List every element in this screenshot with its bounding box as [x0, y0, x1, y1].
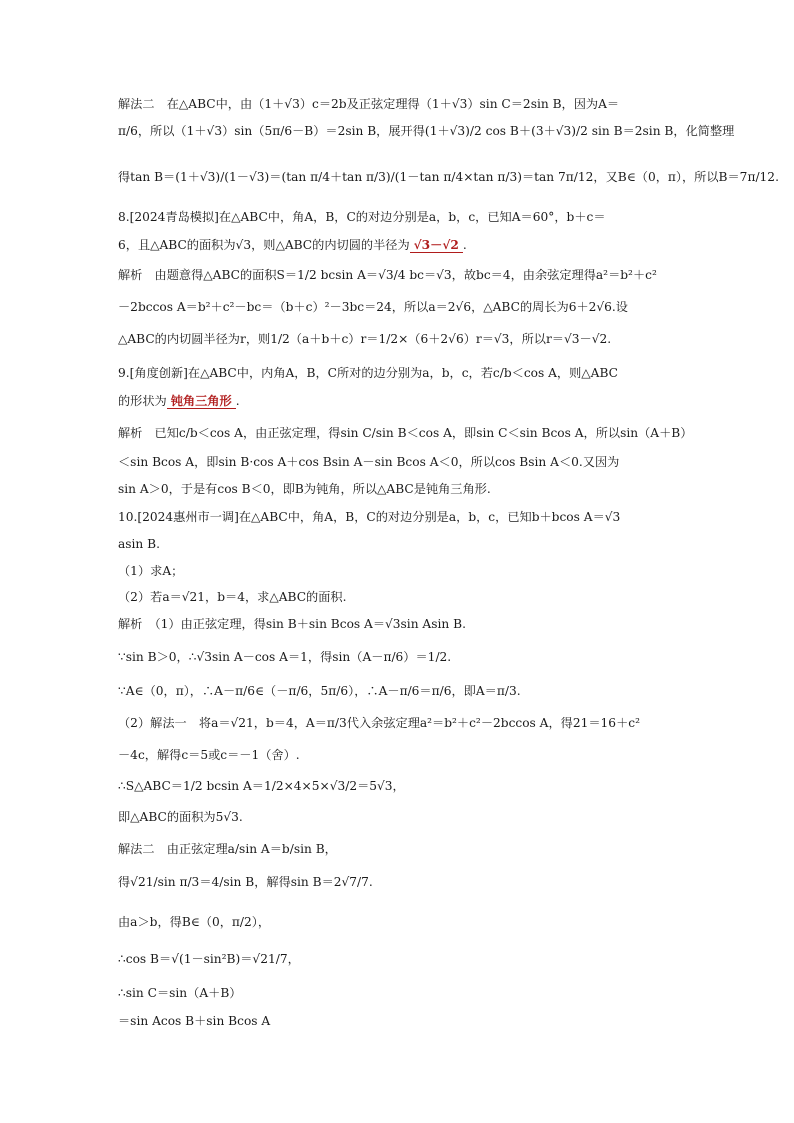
q10-solution-line-3: ∵A∈（0，π），∴A－π/6∈（－π/6，5π/6），∴A－π/6＝π/6，即A＝π/3. — [118, 684, 521, 698]
q10-solution-line-9: 得√21/sin π/3＝4/sin B，解得sin B＝2√7/7. — [118, 875, 373, 889]
q8-solution-line-3: △ABC的内切圆半径为r，则1/2（a＋b＋c）r＝1/2×（6＋2√6）r＝√3，所以r＝√3－√2. — [118, 332, 612, 346]
q8-text: 6，且△ABC的面积为√3，则△ABC的内切圆的半径为 — [118, 238, 410, 252]
q10-solution-line-4: （2）解法一 将a＝√21，b＝4，A＝π/3代入余弦定理a²＝b²＋c²－2bccos A，得21＝16＋c² — [118, 716, 640, 730]
solution2-line-2: π/6，所以（1＋√3）sin（5π/6－B）＝2sin B，展开得(1＋√3)/2 cos B＋(3＋√3)/2 sin B＝2sin B，化简整理 — [118, 124, 735, 138]
q10-solution-line-10: 由a＞b，得B∈（0，π/2）， — [118, 915, 271, 929]
q10-solution-line-8: 解法二 由正弦定理a/sin A＝b/sin B， — [118, 842, 337, 856]
q10-solution-line-1: 解析 （1）由正弦定理，得sin B＋sin Bcos A＝√3sin Asin B. — [118, 617, 466, 631]
q8-line-1: 8.[2024青岛模拟]在△ABC中，角A，B，C的对边分别是a，b，c，已知A＝60°，b＋c＝ — [118, 210, 606, 224]
q9-answer: 钝角三角形 — [167, 394, 236, 409]
q10-part2: （2）若a＝√21，b＝4，求△ABC的面积. — [118, 590, 347, 604]
q8-solution-line-1: 解析 由题意得△ABC的面积S＝1/2 bcsin A＝√3/4 bc＝√3，故bc＝4，由余弦定理得a²＝b²＋c² — [118, 268, 657, 282]
q10-solution-line-13: ＝sin Acos B＋sin Bcos A — [118, 1014, 271, 1028]
q9-text: 的形状为 — [118, 394, 167, 408]
q9-line-2: 的形状为 钝角三角形 . — [118, 394, 240, 408]
q9-solution-line-2: ＜sin Bcos A，即sin B·cos A＋cos Bsin A－sin Bcos A＜0，所以cos Bsin A＜0.又因为 — [118, 455, 620, 469]
solution2-line-1: 解法二 在△ABC中，由（1＋√3）c＝2b及正弦定理得（1＋√3）sin C＝2sin B，因为A＝ — [118, 97, 620, 111]
q10-solution-line-7: 即△ABC的面积为5√3. — [118, 810, 243, 824]
q10-solution-line-12: ∴sin C＝sin（A＋B） — [118, 986, 242, 1000]
q10-line-1: 10.[2024惠州市一调]在△ABC中，角A，B，C的对边分别是a，b，c，已知b＋bcos A＝√3 — [118, 510, 621, 524]
solution2-line-3: 得tan B＝(1＋√3)/(1－√3)＝(tan π/4＋tan π/3)/(1－tan π/4×tan π/3)＝tan 7π/12，又B∈（0，π），所以B＝7π/12. — [118, 170, 779, 184]
q8-line-2: 6，且△ABC的面积为√3，则△ABC的内切圆的半径为 √3－√2 . — [118, 238, 467, 252]
q10-solution-line-2: ∵sin B＞0，∴√3sin A－cos A＝1，得sin（A－π/6）＝1/2. — [118, 650, 452, 664]
q10-part1: （1）求A； — [118, 564, 184, 578]
q9-solution-line-1: 解析 已知c/b＜cos A，由正弦定理，得sin C/sin B＜cos A，即sin C＜sin Bcos A，所以sin（A＋B） — [118, 426, 693, 440]
q10-solution-line-11: ∴cos B＝√(1－sin²B)＝√21/7， — [118, 952, 300, 966]
q8-answer: √3－√2 — [410, 238, 463, 253]
q9-line-1: 9.[角度创新]在△ABC中，内角A，B，C所对的边分别为a，b，c，若c/b＜cos A，则△ABC — [118, 366, 618, 380]
q9-solution-line-3: sin A＞0，于是有cos B＜0，即B为钝角，所以△ABC是钝角三角形. — [118, 482, 491, 496]
q10-solution-line-6: ∴S△ABC＝1/2 bcsin A＝1/2×4×5×√3/2＝5√3， — [118, 779, 405, 793]
q10-solution-line-5: －4c，解得c＝5或c＝－1（舍）. — [118, 748, 300, 762]
q8-solution-line-2: －2bccos A＝b²＋c²－bc＝（b＋c）²－3bc＝24，所以a＝2√6，△ABC的周长为6＋2√6.设 — [118, 300, 628, 314]
q10-line-2: asin B. — [118, 537, 160, 551]
